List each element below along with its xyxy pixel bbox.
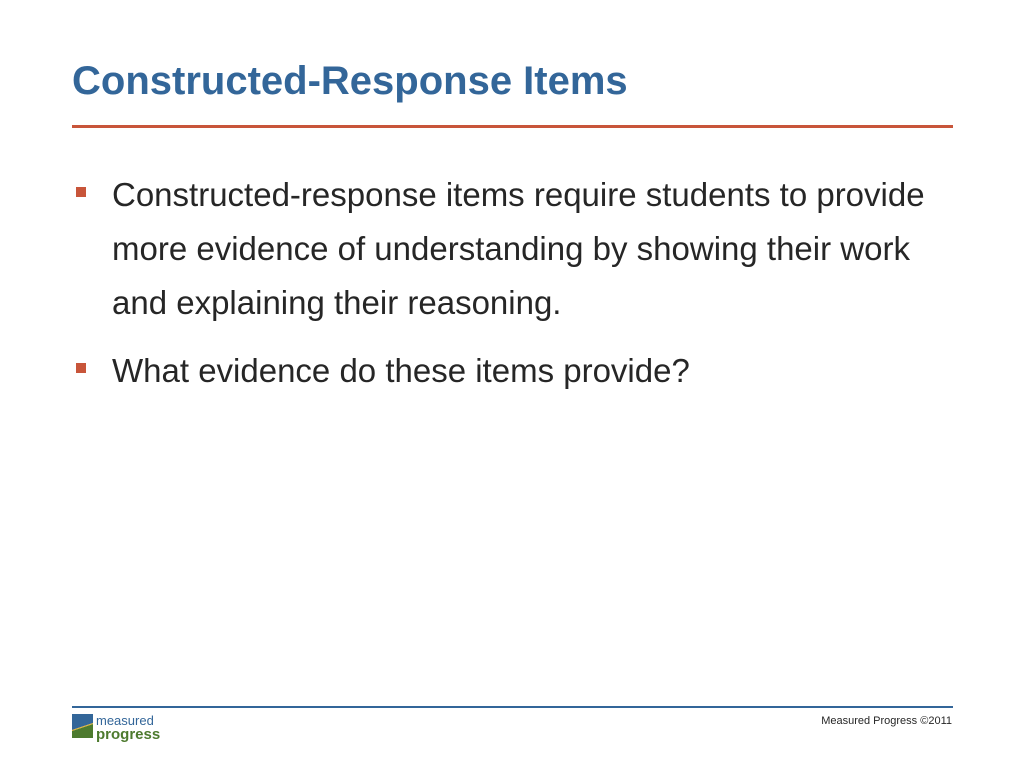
copyright-text: Measured Progress ©2011 bbox=[821, 715, 952, 727]
square-bullet-icon bbox=[76, 363, 86, 373]
bullet-text: Constructed-response items require students to provide more evidence of understanding by showing their work and explaining their reasoning. bbox=[112, 176, 925, 321]
footer-divider bbox=[72, 706, 953, 708]
measured-progress-logo bbox=[72, 714, 182, 744]
logo-text-progress: progress bbox=[96, 726, 161, 743]
bullet-item bbox=[72, 168, 932, 330]
bullet-item bbox=[72, 344, 932, 398]
bullet-list bbox=[72, 168, 932, 412]
slide-title: Constructed-Response Items bbox=[72, 59, 628, 103]
bullet-text: What evidence do these items provide? bbox=[112, 352, 690, 389]
title-divider bbox=[72, 125, 953, 128]
logo-mark-icon bbox=[72, 714, 93, 738]
logo-text-measured: measured bbox=[96, 713, 154, 728]
square-bullet-icon bbox=[76, 187, 86, 197]
